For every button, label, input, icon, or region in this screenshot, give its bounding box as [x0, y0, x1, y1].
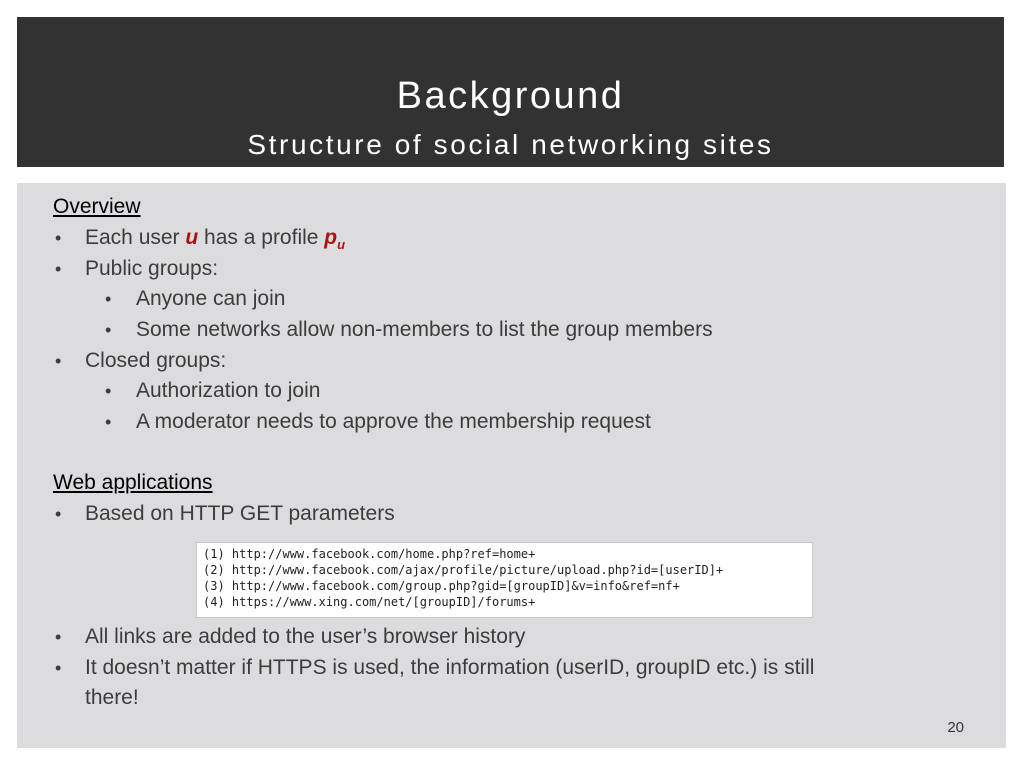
bullet-glyph: •: [55, 658, 62, 678]
bullet-browser-history: All links are added to the user’s browser history: [85, 625, 526, 648]
bullet-closed-groups: Closed groups:: [85, 349, 227, 372]
variable-u: u: [185, 226, 199, 249]
page-number: 20: [947, 719, 964, 736]
slide-subtitle: Structure of social networking sites: [247, 129, 774, 160]
bullet-glyph: •: [105, 381, 112, 401]
url-example-line: (3) http://www.facebook.com/group.php?gid=[groupID]&v=info&ref=nf+: [203, 579, 680, 593]
variable-p-subscript: u: [337, 237, 346, 252]
slide-title: Background: [396, 75, 625, 117]
bullet-glyph: •: [55, 228, 62, 248]
variable-p: p: [324, 226, 338, 249]
url-example-line: (1) http://www.facebook.com/home.php?ref=home+: [203, 547, 536, 561]
overview-heading: Overview: [53, 195, 141, 218]
bullet-glyph: •: [55, 259, 62, 279]
web-applications-heading: Web applications: [53, 471, 213, 494]
content-area: [17, 183, 1006, 748]
bullet-glyph: •: [55, 351, 62, 371]
profile-text-a: Each user: [85, 226, 186, 249]
bullet-glyph: •: [105, 289, 112, 309]
bullet-glyph: •: [105, 412, 112, 432]
url-example-line: (4) https://www.xing.com/net/[groupID]/forums+: [203, 595, 536, 609]
bullet-glyph: •: [55, 504, 62, 524]
bullet-https-line2: there!: [85, 686, 139, 709]
sub-bullet-moderator: A moderator needs to approve the membership request: [136, 410, 651, 433]
bullet-public-groups: Public groups:: [85, 257, 219, 280]
url-examples-box: [196, 542, 813, 618]
sub-bullet-authorization: Authorization to join: [136, 379, 321, 402]
profile-text-b: has a profile: [198, 226, 325, 249]
url-example-line: (2) http://www.facebook.com/ajax/profile/picture/upload.php?id=[userID]+: [203, 563, 724, 577]
bullet-glyph: •: [55, 627, 62, 647]
bullet-https-line1: It doesn’t matter if HTTPS is used, the information (userID, groupID etc.) is still: [85, 656, 815, 679]
bullet-http-get: Based on HTTP GET parameters: [85, 502, 395, 525]
bullet-glyph: •: [105, 320, 112, 340]
title-bar: [17, 17, 1004, 167]
bullet-profile: [85, 225, 345, 253]
sub-bullet-non-members: Some networks allow non-members to list the group members: [136, 318, 713, 341]
sub-bullet-anyone-join: Anyone can join: [136, 287, 286, 310]
